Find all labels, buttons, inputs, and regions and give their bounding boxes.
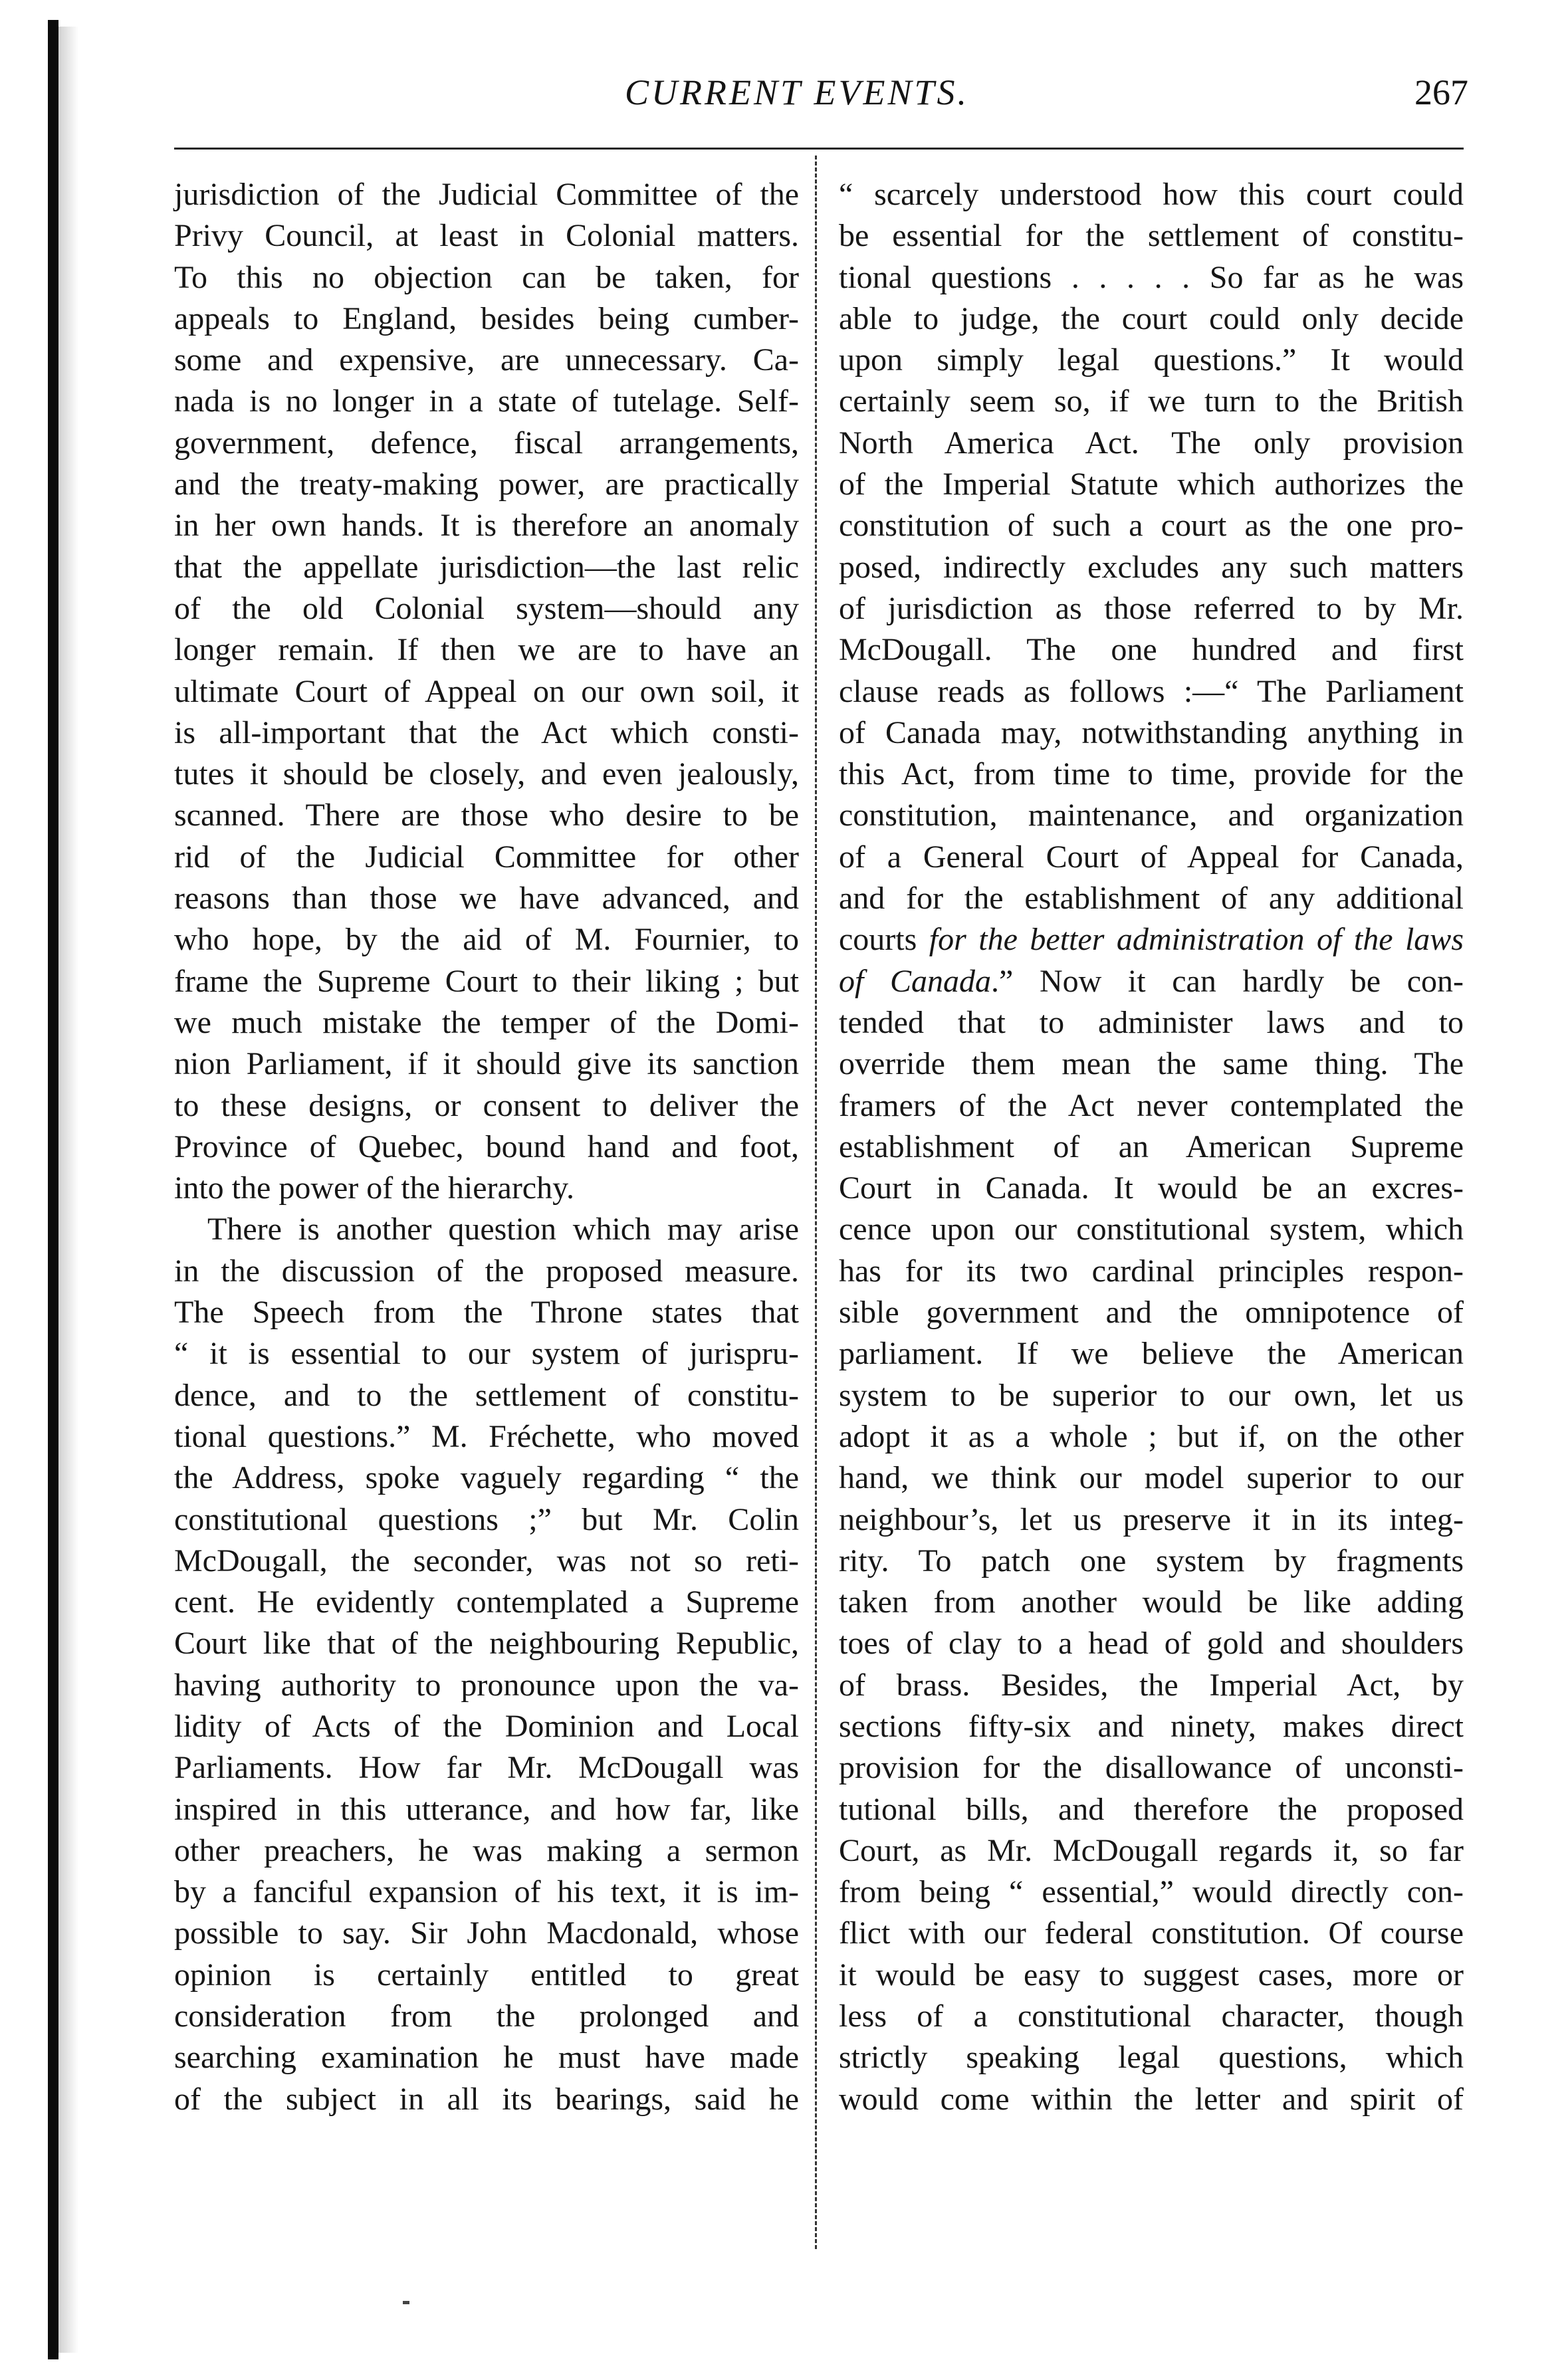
page-binding-shadow [58,27,78,2353]
stray-ink-mark [403,2301,409,2304]
text-line: McDougall, the seconder, was not so reti- [174,1543,799,1578]
text-line: having authority to pronounce upon the va- [174,1667,799,1703]
text-line: clause reads as follows :—“ The Parliament [839,673,1464,709]
text-line: of brass. Besides, the Imperial Act, by [839,1667,1464,1703]
text-line: North America Act. The only provision [839,425,1464,461]
text-line: tutional bills, and therefore the proposed [839,1791,1464,1827]
text-line: constitution, maintenance, and organization [839,798,1464,833]
column-divider [815,156,818,2249]
text-line: Parliaments. How far Mr. McDougall was [174,1750,799,1786]
right-column [839,174,1464,2120]
text-line: certainly seem so, if we turn to the British [839,383,1464,419]
text-line: sections fifty-six and ninety, makes direct [839,1708,1464,1744]
text-line: that the appellate jurisdiction—the last relic [174,549,799,585]
text-line: The Speech from the Throne states that [174,1295,799,1331]
text-segment: courts [839,922,929,958]
text-line: longer remain. If then we are to have an [174,632,799,668]
text-line: scanned. There are those who desire to be [174,798,799,833]
text-line: Court in Canada. It would be an excres- [839,1170,1464,1206]
page-number: 267 [1414,72,1468,112]
text-line: tended that to administer laws and to [839,1004,1464,1040]
running-title: CURRENT EVENTS. [625,72,970,112]
text-line: “ scarcely understood how this court could [839,177,1464,212]
text-line: and the treaty-making power, are practically [174,467,799,502]
text-segment: .” Now it can hardly be con- [991,963,1464,999]
text-line: constitutional questions ;” but Mr. Colin [174,1501,799,1537]
text-line: neighbour’s, let us preserve it in its integ- [839,1501,1464,1537]
text-line: from being “ essential,” would directly con- [839,1874,1464,1910]
text-line: consideration from the prolonged and [174,1999,799,2034]
text-line: of the old Colonial system—should any [174,590,799,626]
text-line: possible to say. Sir John Macdonald, whose [174,1915,799,1951]
text-line: less of a constitutional character, though [839,1999,1464,2034]
text-line: override them mean the same thing. The [839,1046,1464,1082]
text-line: who hope, by the aid of M. Fournier, to [174,922,799,958]
text-line: be essential for the settlement of constitu- [839,218,1464,254]
text-line: dence, and to the settlement of constitu- [174,1377,799,1413]
text-line: cent. He evidently contemplated a Supreme [174,1584,799,1620]
text-line: opinion is certainly entitled to great [174,1957,799,1993]
text-line: McDougall. The one hundred and first [839,632,1464,668]
text-line: is all-important that the Act which consti- [174,714,799,750]
text-line: inspired in this utterance, and how far, like [174,1791,799,1827]
text-line: hand, we think our model superior to our [839,1460,1464,1496]
text-line: To this no objection can be taken, for [174,259,799,295]
text-line-with-italics [839,919,1464,960]
text-line: of a General Court of Appeal for Canada, [839,839,1464,875]
text-line: this Act, from time to time, provide for the [839,756,1464,792]
text-line: and for the establishment of any additional [839,881,1464,917]
text-line: jurisdiction of the Judicial Committee of the [174,177,799,212]
text-line: posed, indirectly excludes any such matters [839,549,1464,585]
text-line: There is another question which may arise [207,1212,799,1247]
text-line: would come within the letter and spirit of [839,2081,1464,2117]
text-line: rity. To patch one system by fragments [839,1543,1464,1578]
text-line: “ it is essential to our system of jurispru- [174,1336,799,1372]
text-line: frame the Supreme Court to their liking ; but [174,963,799,999]
text-line: adopt it as a whole ; but if, on the other [839,1418,1464,1454]
text-line: in the discussion of the proposed measure. [174,1253,799,1289]
text-line: tional questions . . . . . So far as he was [839,259,1464,295]
text-line: strictly speaking legal questions, which [839,2040,1464,2076]
text-line: Province of Quebec, bound hand and foot, [174,1129,799,1164]
text-line: nada is no longer in a state of tutelage. Self- [174,383,799,419]
text-line: constitution of such a court as the one pro- [839,508,1464,544]
italic-phrase: for the better administration of the laws [929,922,1464,958]
text-line: flict with our federal constitution. Of course [839,1915,1464,1951]
text-line: cence upon our constitutional system, which [839,1212,1464,1247]
text-line: upon simply legal questions.” It would [839,342,1464,378]
text-line: tutes it should be closely, and even jealously, [174,756,799,792]
text-line: tional questions.” M. Fréchette, who moved [174,1418,799,1454]
italic-phrase: of Canada [839,963,991,999]
text-line: of Canada may, notwithstanding anything in [839,714,1464,750]
text-line: the Address, spoke vaguely regarding “ the [174,1460,799,1496]
header-rule [174,148,1464,150]
text-line: appeals to England, besides being cumber- [174,300,799,336]
text-line: of jurisdiction as those referred to by Mr. [839,590,1464,626]
left-column [174,174,799,2120]
text-line: nion Parliament, if it should give its sanction [174,1046,799,1082]
text-line: parliament. If we believe the American [839,1336,1464,1372]
text-line: other preachers, he was making a sermon [174,1832,799,1868]
text-line: it would be easy to suggest cases, more or [839,1957,1464,1993]
text-line: we much mistake the temper of the Domi- [174,1004,799,1040]
text-line: Court, as Mr. McDougall regards it, so far [839,1832,1464,1868]
text-line [839,961,1464,1002]
text-line: rid of the Judicial Committee for other [174,839,799,875]
text-line: Privy Council, at least in Colonial matters. [174,218,799,254]
text-line: into the power of the hierarchy. [174,1170,574,1206]
text-line: taken from another would be like adding [839,1584,1464,1620]
text-line: of the subject in all its bearings, said he [174,2081,799,2117]
text-line: to these designs, or consent to deliver the [174,1087,799,1123]
text-line: establishment of an American Supreme [839,1129,1464,1164]
text-line: system to be superior to our own, let us [839,1377,1464,1413]
text-line: some and expensive, are unnecessary. Ca- [174,342,799,378]
text-line: reasons than those we have advanced, and [174,881,799,917]
text-line: searching examination he must have made [174,2040,799,2076]
text-line: ultimate Court of Appeal on our own soil, it [174,673,799,709]
text-line: in her own hands. It is therefore an anomaly [174,508,799,544]
text-line: government, defence, fiscal arrangements, [174,425,799,461]
text-line: Court like that of the neighbouring Republic, [174,1626,799,1662]
text-line: lidity of Acts of the Dominion and Local [174,1708,799,1744]
text-line: provision for the disallowance of unconsti- [839,1750,1464,1786]
text-line: sible government and the omnipotence of [839,1295,1464,1331]
text-line: able to judge, the court could only decide [839,300,1464,336]
text-line: framers of the Act never contemplated the [839,1087,1464,1123]
text-line: of the Imperial Statute which authorizes the [839,467,1464,502]
text-line: toes of clay to a head of gold and shoulders [839,1626,1464,1662]
text-line: by a fanciful expansion of his text, it is im- [174,1874,799,1910]
text-line: has for its two cardinal principles respon- [839,1253,1464,1289]
page-binding-edge [48,20,58,2359]
